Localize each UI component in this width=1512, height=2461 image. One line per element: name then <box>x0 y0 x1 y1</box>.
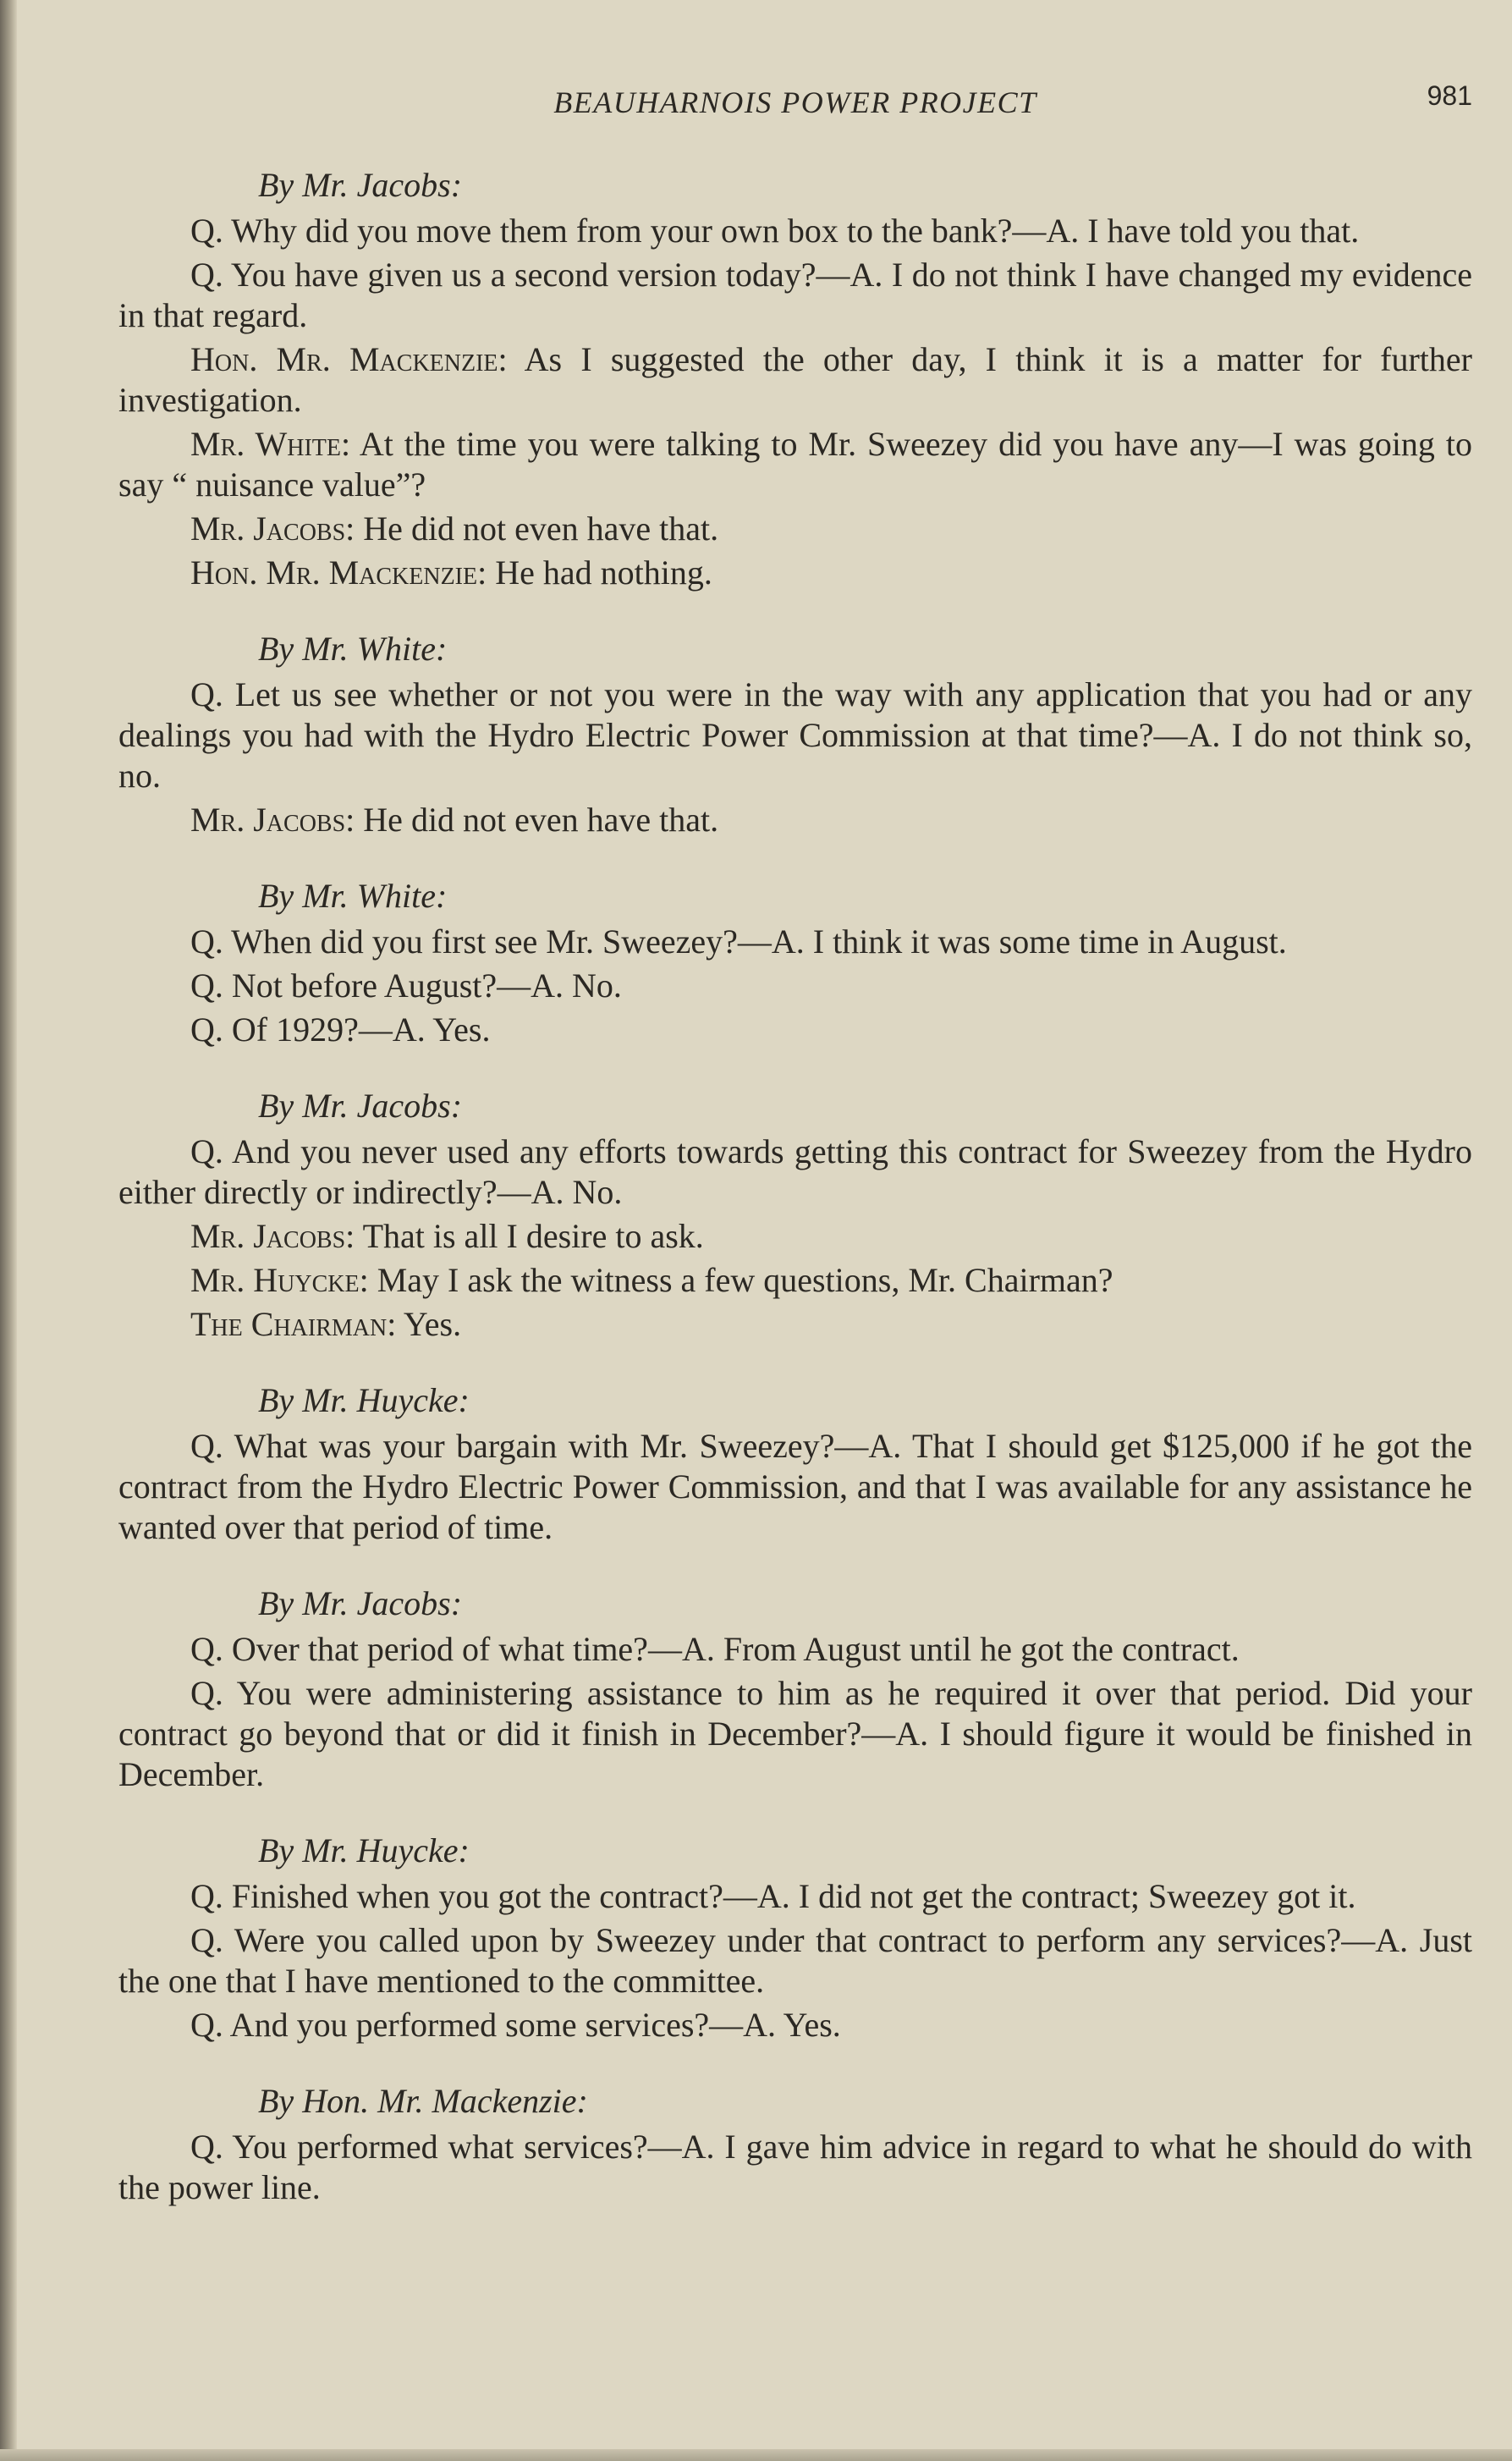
question-answer <box>118 1673 1472 1795</box>
question-answer <box>118 1010 1472 1050</box>
speaker-name: Mr. Jacobs: <box>190 509 355 548</box>
examination-section <box>118 1831 1472 2045</box>
speaker-name: Mr. Huycke: <box>190 1261 369 1299</box>
paragraph-text: At the time you were talking to Mr. Sweezey did you have any—I was going to say “ nuisance value”? <box>118 425 1472 504</box>
examination-section <box>118 876 1472 1050</box>
paragraph-text: He did not even have that. <box>363 509 719 548</box>
speaker-name: Mr. Jacobs: <box>190 801 355 839</box>
speaker-name: Hon. Mr. Mackenzie: <box>190 553 487 592</box>
question-answer <box>118 1131 1472 1213</box>
paragraph-text: Q. And you never used any efforts towards getting this contract for Sweezey from the Hydro either directly or indirectly?—A. No. <box>118 1132 1472 1211</box>
examiner-heading: By Hon. Mr. Mackenzie: <box>258 2082 588 2120</box>
paragraph-text: Q. You have given us a second version today?—A. I do not think I have changed my evidence in that regard. <box>118 256 1472 334</box>
examiner-heading: By Mr. Huycke: <box>258 1831 470 1869</box>
paragraph-text: May I ask the witness a few questions, Mr. Chairman? <box>377 1261 1113 1299</box>
running-head: BEAUHARNOIS POWER PROJECT <box>553 85 1037 119</box>
examination-section <box>118 1380 1472 1548</box>
speaker-remark <box>118 339 1472 421</box>
question-answer <box>118 1876 1472 1917</box>
speaker-name: Mr. White: <box>190 425 351 463</box>
question-answer <box>118 1629 1472 1670</box>
examiner-heading: By Mr. Jacobs: <box>258 1087 463 1125</box>
examination-section <box>118 1583 1472 1795</box>
question-answer <box>118 1920 1472 2001</box>
page-bottom-edge <box>0 2449 1512 2461</box>
speaker-remark <box>118 1216 1472 1257</box>
examination-section <box>118 1086 1472 1345</box>
paragraph-text: Q. And you performed some services?—A. Yes. <box>190 2006 841 2044</box>
question-answer <box>118 2005 1472 2045</box>
paragraph-text: Q. Finished when you got the contract?—A. I did not get the contract; Sweezey got it. <box>190 1877 1356 1915</box>
examination-section <box>118 629 1472 840</box>
question-answer <box>118 1426 1472 1548</box>
transcript-body <box>118 165 1472 2244</box>
paragraph-text: Q. Why did you move them from your own box to the bank?—A. I have told you that. <box>190 212 1360 250</box>
paragraph-text: Q. You were administering assistance to him as he required it over that period. Did your contract go beyond that or did it finish in December?—A. I should figure it would be finished in December. <box>118 1674 1472 1793</box>
examiner-heading: By Mr. Jacobs: <box>258 166 463 204</box>
page-number: 981 <box>1427 80 1472 111</box>
paragraph-text: He did not even have that. <box>363 801 719 839</box>
speaker-name: Mr. Jacobs: <box>190 1217 355 1255</box>
speaker-remark <box>118 1304 1472 1345</box>
examiner-heading: By Mr. White: <box>258 877 448 915</box>
book-spine-shadow <box>0 0 17 2461</box>
question-answer <box>118 966 1472 1006</box>
examiner-heading: By Mr. Huycke: <box>258 1381 470 1419</box>
examination-section <box>118 165 1472 593</box>
paragraph-text: That is all I desire to ask. <box>362 1217 704 1255</box>
paragraph-text: He had nothing. <box>495 553 712 592</box>
speaker-remark <box>118 1260 1472 1301</box>
examination-section <box>118 2081 1472 2208</box>
examiner-heading: By Mr. Jacobs: <box>258 1584 463 1622</box>
paragraph-text: Q. You performed what services?—A. I gave him advice in regard to what he should do with the power line. <box>118 2128 1472 2206</box>
page-header <box>118 51 1472 127</box>
question-answer <box>118 922 1472 962</box>
paragraph-text: Q. Were you called upon by Sweezey under that contract to perform any services?—A. Just the one that I have mentioned to the committee. <box>118 1921 1472 2000</box>
paragraph-text: Q. When did you first see Mr. Sweezey?—A. I think it was some time in August. <box>190 922 1287 961</box>
speaker-remark <box>118 509 1472 549</box>
document-page <box>118 51 1472 2206</box>
question-answer <box>118 2127 1472 2208</box>
paragraph-text: Q. What was your bargain with Mr. Sweezey?—A. That I should get $125,000 if he got the contract from the Hydro Electric Power Commission, and that I was available for any assistance he wanted over that period of time. <box>118 1427 1472 1546</box>
paragraph-text: Q. Let us see whether or not you were in the way with any application that you had or any dealings you had with the Hydro Electric Power Commission at that time?—A. I do not think so, no. <box>118 675 1472 795</box>
speaker-remark <box>118 553 1472 593</box>
speaker-name: Hon. Mr. Mackenzie: <box>190 340 508 378</box>
paragraph-text: Q. Over that period of what time?—A. From August until he got the contract. <box>190 1630 1240 1668</box>
paragraph-text: Q. Not before August?—A. No. <box>190 966 622 1005</box>
paragraph-text: Q. Of 1929?—A. Yes. <box>190 1010 491 1049</box>
speaker-remark <box>118 424 1472 505</box>
question-answer <box>118 211 1472 251</box>
question-answer <box>118 255 1472 336</box>
paragraph-text: As I suggested the other day, I think it is a matter for further investigation. <box>118 340 1472 419</box>
paragraph-text: Yes. <box>403 1305 462 1343</box>
speaker-name: The Chairman: <box>190 1305 397 1343</box>
speaker-remark <box>118 800 1472 840</box>
examiner-heading: By Mr. White: <box>258 630 448 668</box>
question-answer <box>118 674 1472 796</box>
